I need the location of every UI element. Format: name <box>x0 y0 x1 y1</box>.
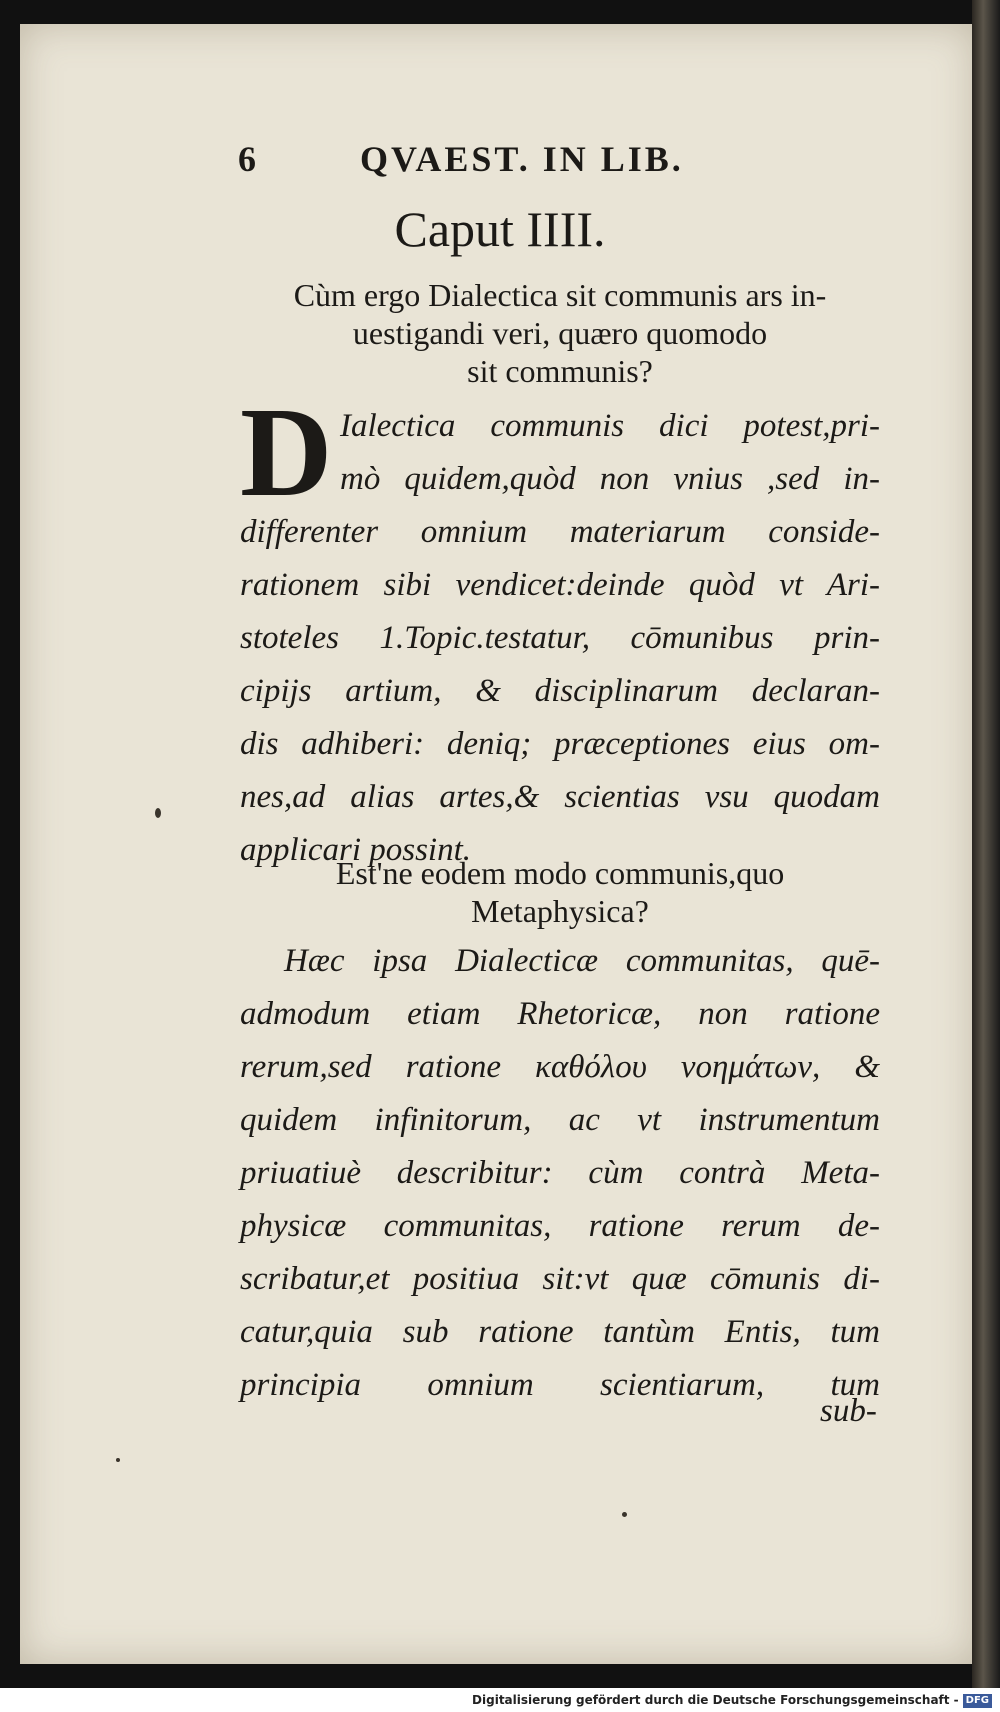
question-1-line: sit communis? <box>467 353 653 389</box>
paragraph-2-line: Hæc ipsa Dialecticæ communitas, quē- <box>284 943 880 979</box>
chapter-title: Caput IIII. <box>394 201 606 257</box>
paragraph-1-line: differenter omnium materiarum conside- <box>240 514 880 550</box>
question-2-line: Est'ne eodem modo communis,quo <box>335 855 785 891</box>
paragraph-1 <box>240 381 880 877</box>
paragraph-2-line: physicæ communitas, ratione rerum de- <box>240 1208 880 1244</box>
paragraph-2-line: admodum etiam Rhetoricæ, non ratione <box>240 996 880 1032</box>
paragraph-2-line: scribatur,et positiua sit:vt quæ cōmunis di- <box>240 1261 880 1297</box>
paragraph-2-line: catur,quia sub ratione tantùm Entis, tum <box>240 1314 880 1350</box>
ink-speck <box>622 1512 627 1517</box>
paragraph-2-line: rerum,sed ratione καθόλου νοημάτων, & <box>240 1049 880 1085</box>
paragraph-2-line: quidem infinitorum, ac vt instrumentum <box>240 1102 880 1138</box>
page-number: 6 <box>238 139 259 179</box>
question-heading-1 <box>240 276 880 390</box>
question-1-line: uestigandi veri, quæro quomodo <box>352 315 768 351</box>
paragraph-1-line: stoteles 1.Topic.testatur, cōmunibus prin- <box>240 620 880 656</box>
running-title: QVAEST. IN LIB. <box>360 139 684 179</box>
question-2-line: Metaphysica? <box>471 893 649 929</box>
paragraph-2 <box>240 935 880 1412</box>
paragraph-2-line: priuatiuè describitur: cùm contrà Meta- <box>240 1155 880 1191</box>
ink-speck <box>116 1458 120 1462</box>
ink-speck <box>155 808 161 818</box>
paragraph-1-line: dis adhiberi: deniq; præceptiones eius om- <box>240 726 880 762</box>
question-1-line: Cùm ergo Dialectica sit communis ars in- <box>293 277 827 313</box>
paragraph-1-line: nes,ad alias artes,& scientias vsu quodam <box>240 779 880 815</box>
catchword: sub- <box>820 1393 877 1429</box>
paragraph-2-line: principia omnium scientiarum, tum <box>240 1367 880 1403</box>
footer-credit <box>0 1688 1000 1712</box>
paragraph-1-line: Ialectica communis dici potest,pri- <box>340 408 880 444</box>
question-heading-2 <box>240 854 880 930</box>
footer-credit-text: Digitalisierung gefördert durch die Deutsche Forschungsgemeinschaft - <box>472 1693 959 1707</box>
paragraph-1-line: cipijs artium, & disciplinarum declaran- <box>240 673 880 709</box>
dfg-logo: DFG <box>963 1694 992 1708</box>
paragraph-1-line: applicari possint. <box>240 832 472 868</box>
paragraph-1-line: mò quidem,quòd non vnius ,sed in- <box>340 461 880 497</box>
drop-cap: D <box>240 381 333 523</box>
paragraph-1-line: rationem sibi vendicet:deinde quòd vt Ari- <box>240 567 880 603</box>
